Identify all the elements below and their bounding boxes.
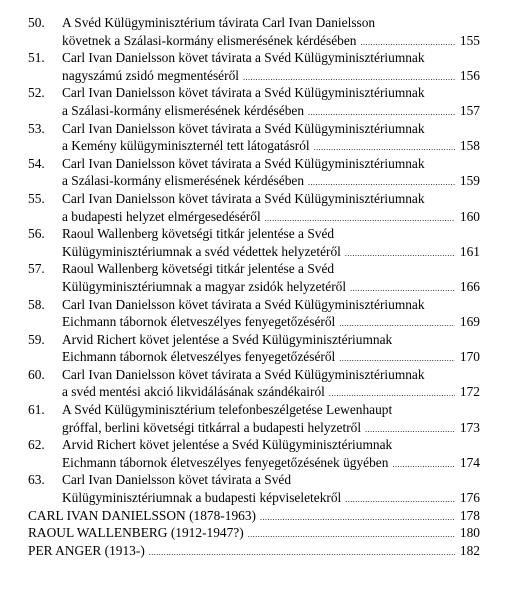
section-title: RAOUL WALLENBERG (1912-1947?) (28, 525, 244, 541)
entry-number: 63. (28, 472, 45, 488)
entry-number: 51. (28, 50, 45, 66)
dot-leader (345, 496, 455, 504)
dot-leader (149, 549, 455, 557)
entry-title-line: Eichmann tábornok életveszélyes fenyegetőzéséről (62, 349, 336, 365)
dot-leader (339, 355, 455, 363)
entry-title-line: Raoul Wallenberg követségi titkár jelentése a Svéd (62, 261, 335, 277)
entry-title-last-line (62, 313, 480, 331)
page-number: 157 (459, 102, 480, 118)
toc-entry[interactable] (28, 190, 480, 225)
page-number: 156 (459, 67, 480, 83)
dot-leader (260, 514, 455, 522)
entry-title-last-line (62, 489, 480, 507)
toc-entry[interactable] (28, 331, 480, 366)
page-number: 180 (459, 525, 480, 541)
dot-leader (314, 144, 455, 152)
entry-number: 59. (28, 331, 45, 347)
entry-number: 60. (28, 366, 45, 382)
page-number: 173 (459, 419, 480, 435)
toc-entry[interactable] (28, 155, 480, 190)
entry-number: 55. (28, 190, 45, 206)
entry-title-line: Külügyminisztériumnak a svéd védettek helyzetéről (62, 243, 341, 259)
page-number: 174 (459, 454, 480, 470)
entry-title-line: Arvid Richert követ jelentése a Svéd Külügyminisztériumnak (62, 437, 393, 453)
page-number: 155 (459, 32, 480, 48)
dot-leader (308, 179, 455, 187)
page-number: 172 (459, 384, 480, 400)
entry-title-line: Carl Ivan Danielsson követ távirata a Svéd Külügyminisztériumnak (62, 190, 425, 206)
entry-title-line: Külügyminisztériumnak a budapesti képviseletekről (62, 490, 342, 506)
entry-title-line: Carl Ivan Danielsson követ távirata a Svéd Külügyminisztériumnak (62, 50, 425, 66)
toc-entry[interactable] (28, 84, 480, 119)
toc-entry[interactable] (28, 471, 480, 506)
entry-title-line: Carl Ivan Danielsson követ távirata a Svéd Külügyminisztériumnak (62, 366, 425, 382)
toc-entry[interactable] (28, 49, 480, 84)
entry-title-line: a Szálasi-kormány elismerésének kérdésében (62, 173, 305, 189)
entry-number: 54. (28, 155, 45, 171)
entry-number: 53. (28, 120, 45, 136)
table-of-contents (28, 14, 480, 559)
entry-title-last-line (62, 102, 480, 120)
entry-title-line: Eichmann tábornok életveszélyes fenyegetőzéséről (62, 314, 336, 330)
page-number: 170 (459, 349, 480, 365)
dot-leader (345, 250, 455, 258)
toc-entry[interactable] (28, 225, 480, 260)
entry-title-line: A Svéd Külügyminisztérium távirata Carl Ivan Danielsson (62, 15, 376, 30)
entry-title-line: követnek a Szálasi-kormány elismerésének kérdésében (62, 32, 357, 48)
page-number: 166 (459, 278, 480, 294)
page-number: 182 (459, 542, 480, 558)
entry-title-line: a Kemény külügyminiszternél tett látogatásról (62, 138, 310, 154)
dot-leader (360, 39, 455, 47)
dot-leader (339, 320, 455, 328)
entry-title-last-line (62, 32, 480, 50)
entry-title-line: Külügyminisztériumnak a magyar zsidók helyzetéről (62, 278, 347, 294)
entry-title-line: A Svéd Külügyminisztérium telefonbeszélgetése Lewenhaupt (62, 402, 393, 418)
entry-title-line: Arvid Richert követ jelentése a Svéd Külügyminisztériumnak (62, 331, 393, 347)
entry-number: 62. (28, 437, 45, 453)
toc-entry[interactable] (28, 436, 480, 471)
entry-number: 58. (28, 296, 45, 312)
entry-title-last-line (62, 243, 480, 261)
page-number: 160 (459, 208, 480, 224)
toc-entry[interactable] (28, 120, 480, 155)
entry-title-line: a svéd mentési akció likvidálásának szándékairól (62, 384, 325, 400)
toc-section[interactable] (28, 507, 480, 525)
entry-number: 52. (28, 85, 45, 101)
entry-title-line: Carl Ivan Danielsson követ távirata a Svéd Külügyminisztériumnak (62, 120, 425, 136)
entry-title-line: Eichmann tábornok életveszélyes fenyegetőzésének ügyében (62, 454, 389, 470)
page-number: 169 (459, 314, 480, 330)
entry-title-line: Raoul Wallenberg követségi titkár jelentése a Svéd (62, 226, 335, 242)
entry-title-line: Carl Ivan Danielsson követ távirata a Svéd Külügyminisztériumnak (62, 85, 425, 101)
page-number: 176 (459, 490, 480, 506)
toc-entry[interactable] (28, 401, 480, 436)
toc-entry[interactable] (28, 14, 480, 49)
entry-title-line: gróffal, berlini követségi titkárral a budapesti helyzetről (62, 419, 362, 435)
section-title: PER ANGER (1913-) (28, 542, 145, 558)
entry-title-last-line (62, 208, 480, 226)
entry-title-line: Carl Ivan Danielsson követ távirata a Svéd (62, 472, 292, 488)
entry-number: 61. (28, 402, 45, 418)
dot-leader (265, 215, 455, 223)
entry-title-line: nagyszámú zsidó megmentéséről (62, 67, 240, 83)
page-number: 161 (459, 243, 480, 259)
entry-title-last-line (62, 383, 480, 401)
entry-title-last-line (62, 348, 480, 366)
dot-leader (365, 426, 455, 434)
entry-title-last-line (62, 137, 480, 155)
dot-leader (243, 74, 455, 82)
toc-entry[interactable] (28, 260, 480, 295)
entry-title-line: Carl Ivan Danielsson követ távirata a Svéd Külügyminisztériumnak (62, 155, 425, 171)
entry-title-line: a budapesti helyzet elmérgesedéséről (62, 208, 261, 224)
entry-title-last-line (62, 454, 480, 472)
section-title: CARL IVAN DANIELSSON (1878-1963) (28, 507, 257, 523)
page-number: 178 (459, 507, 480, 523)
toc-section[interactable] (28, 524, 480, 542)
entry-title-last-line (62, 278, 480, 296)
entry-title-last-line (62, 419, 480, 437)
toc-section[interactable] (28, 542, 480, 560)
page-number: 159 (459, 173, 480, 189)
dot-leader (329, 390, 455, 398)
dot-leader (350, 285, 455, 293)
entry-number: 50. (28, 15, 45, 30)
page-number: 158 (459, 138, 480, 154)
entry-title-line: Carl Ivan Danielsson követ távirata a Svéd Külügyminisztériumnak (62, 296, 425, 312)
entry-title-last-line (62, 172, 480, 190)
entry-title-line: a Szálasi-kormány elismerésének kérdésében (62, 102, 305, 118)
toc-entry[interactable] (28, 296, 480, 331)
entry-number: 57. (28, 261, 45, 277)
entry-number: 56. (28, 226, 45, 242)
dot-leader (248, 531, 455, 539)
dot-leader (392, 461, 455, 469)
entry-title-last-line (62, 67, 480, 85)
toc-entry[interactable] (28, 366, 480, 401)
dot-leader (308, 109, 455, 117)
